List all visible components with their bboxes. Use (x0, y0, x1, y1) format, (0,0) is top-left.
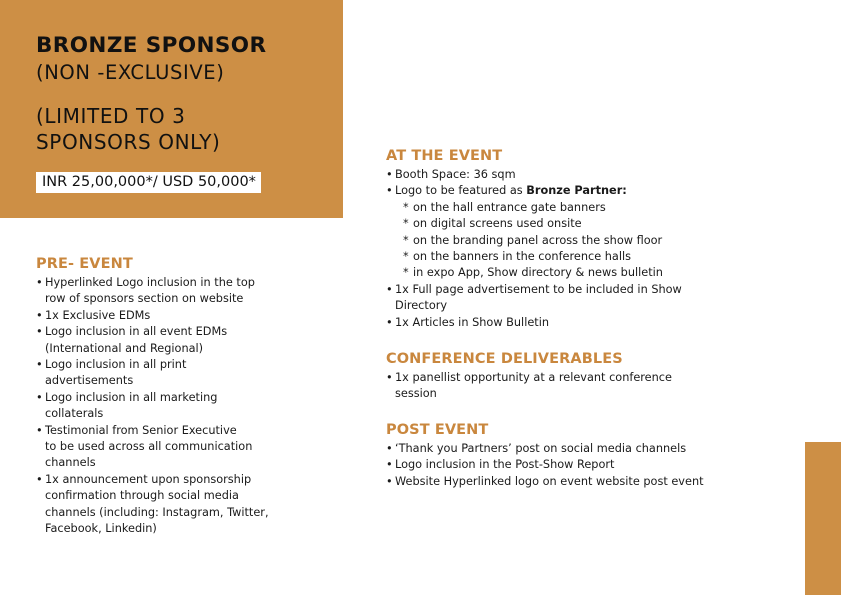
list-item-line: • 1x announcement upon sponsorship (45, 472, 252, 486)
at-event-heading: AT THE EVENT (386, 148, 503, 164)
list-item-line: row of sponsors section on website (45, 292, 244, 306)
list-item (36, 472, 306, 538)
post-event-heading: POST EVENT (386, 422, 489, 438)
list-item (36, 275, 306, 308)
list-item (386, 315, 786, 331)
list-item (36, 308, 306, 324)
conference-line-1: • 1x panellist opportunity at a relevant conference (395, 371, 672, 384)
articles-text: 1x Articles in Show Bulletin (395, 315, 550, 329)
list-item: • Logo inclusion in the Post-Show Report (386, 457, 806, 473)
list-item-line: channels (including: Instagram, Twitter, (45, 505, 269, 519)
logo-feature-bold: Bronze Partner: (526, 184, 627, 198)
conference-heading: CONFERENCE DELIVERABLES (386, 351, 623, 367)
list-item (386, 183, 786, 281)
booth-space-text: Booth Space: 36 sqm (395, 168, 516, 181)
list-item-line: • Testimonial from Senior Executive (45, 423, 237, 437)
limit-line-2: SPONSORS ONLY) (36, 130, 221, 154)
list-item (36, 357, 306, 390)
pre-event-list (36, 275, 306, 538)
package-title: BRONZE SPONSOR (36, 33, 267, 58)
sub-list-item: * on the hall entrance gate banners (395, 200, 786, 216)
sub-list-item: * on the branding panel across the show floor (395, 233, 786, 249)
logo-feature-text: Logo to be featured as (395, 184, 527, 198)
list-item: • ‘Thank you Partners’ post on social media channels (386, 441, 806, 457)
conference-line-2: session (395, 387, 437, 401)
list-item-line: • Logo inclusion in all marketing (45, 390, 218, 404)
list-item (386, 282, 786, 315)
sub-list-item: * in expo App, Show directory & news bulletin (395, 265, 786, 281)
list-item-line: (International and Regional) (45, 341, 204, 355)
package-subtitle: (NON -EXCLUSIVE) (36, 61, 225, 84)
at-event-list (386, 167, 786, 331)
list-item (36, 324, 306, 357)
list-item-line: • Logo inclusion in all print (45, 358, 187, 372)
list-item (36, 423, 306, 472)
price-badge: INR 25,00,000*/ USD 50,000* (36, 172, 261, 193)
sub-list-item: * on the banners in the conference halls (395, 249, 786, 265)
pre-event-heading: PRE- EVENT (36, 256, 133, 272)
list-item-line: • 1x Exclusive EDMs (45, 308, 151, 322)
conference-list (386, 370, 786, 403)
list-item: • Website Hyperlinked logo on event website post event (386, 474, 806, 490)
list-item-line: channels (45, 456, 96, 470)
list-item (386, 370, 786, 403)
list-item (386, 167, 786, 183)
logo-placement-list (395, 200, 786, 282)
sub-list-item: * on digital screens used onsite (395, 216, 786, 232)
full-page-line-1: • 1x Full page advertisement to be included in Show (395, 282, 682, 296)
list-item-line: advertisements (45, 374, 134, 388)
list-item-line: to be used across all communication (45, 440, 253, 454)
full-page-line-2: Directory (395, 299, 448, 313)
list-item-line: • Logo inclusion in all event EDMs (45, 325, 228, 339)
list-item-line: Facebook, Linkedin) (45, 522, 157, 536)
accent-side-bar (805, 442, 841, 595)
package-limit-note (36, 103, 220, 155)
list-item-line: collaterals (45, 407, 104, 421)
list-item (36, 390, 306, 423)
post-event-list (386, 441, 806, 490)
list-item-line: confirmation through social media (45, 489, 239, 503)
limit-line-1: (LIMITED TO 3 (36, 104, 186, 128)
list-item-line: • Hyperlinked Logo inclusion in the top (45, 276, 255, 289)
